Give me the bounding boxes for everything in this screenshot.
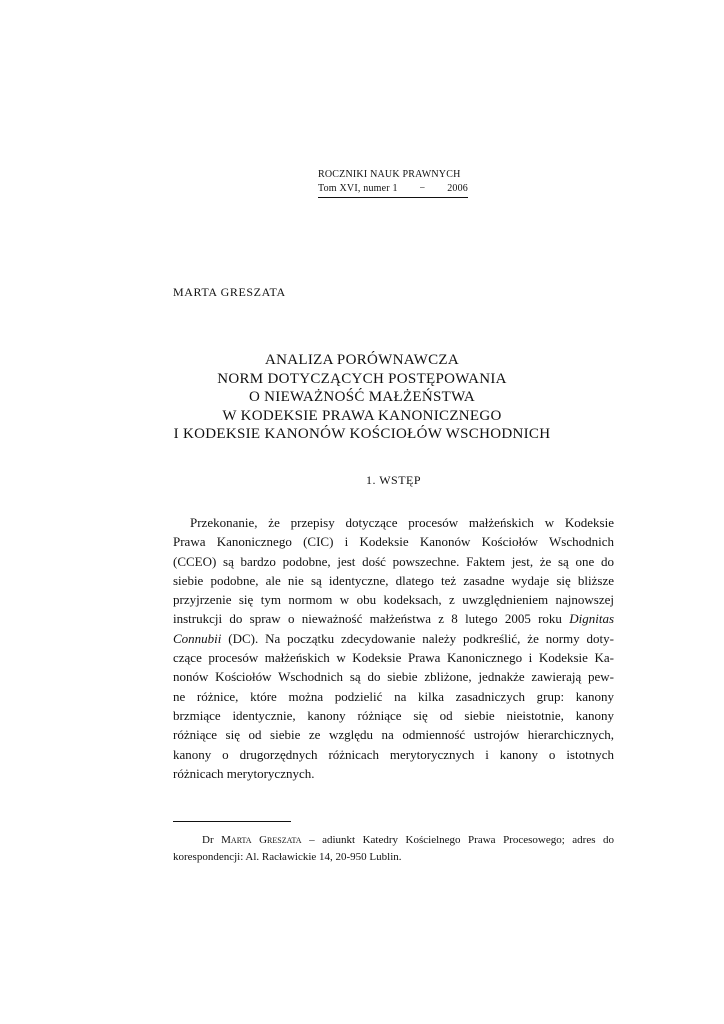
paragraph-line-with-italic bbox=[173, 629, 614, 648]
section-heading: 1. WSTĘP bbox=[365, 473, 422, 487]
journal-header bbox=[318, 168, 468, 198]
title-line: NORM DOTYCZĄCYCH POSTĘPOWANIA bbox=[217, 370, 507, 387]
footnote-line: korespondencji: Al. Racławickie 14, 20-950 Lublin. bbox=[173, 850, 402, 863]
paragraph-line: nonów Kościołów Wschodnich są do siebie zbliżone, jednakże zawierają pew- bbox=[173, 669, 614, 685]
footnote bbox=[173, 832, 614, 865]
footnote-line bbox=[173, 832, 614, 849]
paragraph-line: siebie podobne, ale nie są identyczne, dlatego też zasadne wydaje się bliższe bbox=[173, 572, 614, 588]
title-line: I KODEKSIE KANONÓW KOŚCIOŁÓW WSCHODNICH bbox=[173, 426, 551, 442]
title-line: ANALIZA PORÓWNAWCZA bbox=[264, 352, 460, 368]
paragraph-line: Przekonanie, że przepisy dotyczące procesów małżeńskich w Kodeksie bbox=[190, 515, 614, 530]
paragraph-line: ne różnice, które można podzielić na kilka zasadniczych grup: kanony bbox=[173, 688, 614, 704]
body-paragraph bbox=[173, 513, 614, 783]
title-line: O NIEWAŻNOŚĆ MAŁŻEŃSTWA bbox=[248, 389, 476, 405]
article-title bbox=[100, 351, 624, 444]
journal-volume-line bbox=[318, 182, 468, 198]
footnote-divider bbox=[173, 821, 291, 822]
paragraph-line-with-italic bbox=[173, 609, 614, 628]
italic-title-part: Dignitas bbox=[569, 611, 615, 627]
italic-title-part: Connubii bbox=[173, 630, 222, 646]
journal-name: ROCZNIKI NAUK PRAWNYCH bbox=[318, 169, 461, 180]
footnote-prefix: Dr bbox=[202, 834, 214, 846]
paragraph-text: (DC). Na początku zdecydowanie należy podkreślić, że normy doty- bbox=[228, 630, 614, 646]
paragraph-line: różnicach merytorycznych. bbox=[173, 765, 315, 781]
footnote-author-last: Greszata bbox=[259, 834, 302, 846]
footnote-text: – adiunkt Katedry Kościelnego Prawa Procesowego; adres do bbox=[309, 834, 615, 846]
paragraph-line: (CCEO) są bardzo podobne, jest dość powszechne. Faktem jest, że są one do bbox=[173, 553, 614, 569]
paragraph-line: Prawa Kanonicznego (CIC) i Kodeksie Kanonów Kościołów Wschodnich bbox=[173, 534, 614, 550]
paragraph-line: czące procesów małżeńskich w Kodeksie Prawa Kanonicznego i Kodeksie Ka- bbox=[173, 650, 614, 666]
footnote-author-first: Marta bbox=[221, 834, 252, 846]
paragraph-line: kanony o drugorzędnych różnicach merytorycznych i kanony o istotnych bbox=[173, 746, 614, 762]
paragraph-line: przyjrzenie się tym normom w obu kodeksach, z uwzględnieniem najnowszej bbox=[173, 592, 614, 608]
paragraph-line: brzmiące identycznie, kanony różniące się od siebie nieistotnie, kanony bbox=[173, 707, 614, 723]
journal-year: 2006 bbox=[447, 183, 468, 194]
journal-dash: − bbox=[419, 183, 426, 194]
author-name: MARTA GRESZATA bbox=[173, 285, 286, 299]
paragraph-line: różniące się od siebie ze względu na odmienność ustrojów hierarchicznych, bbox=[173, 727, 614, 743]
journal-volume: Tom XVI, numer 1 bbox=[318, 183, 398, 194]
paragraph-text: instrukcji do spraw o nieważność małżeństwa z 8 lutego 2005 roku bbox=[173, 611, 562, 627]
title-line: W KODEKSIE PRAWA KANONICZNEGO bbox=[222, 407, 502, 424]
